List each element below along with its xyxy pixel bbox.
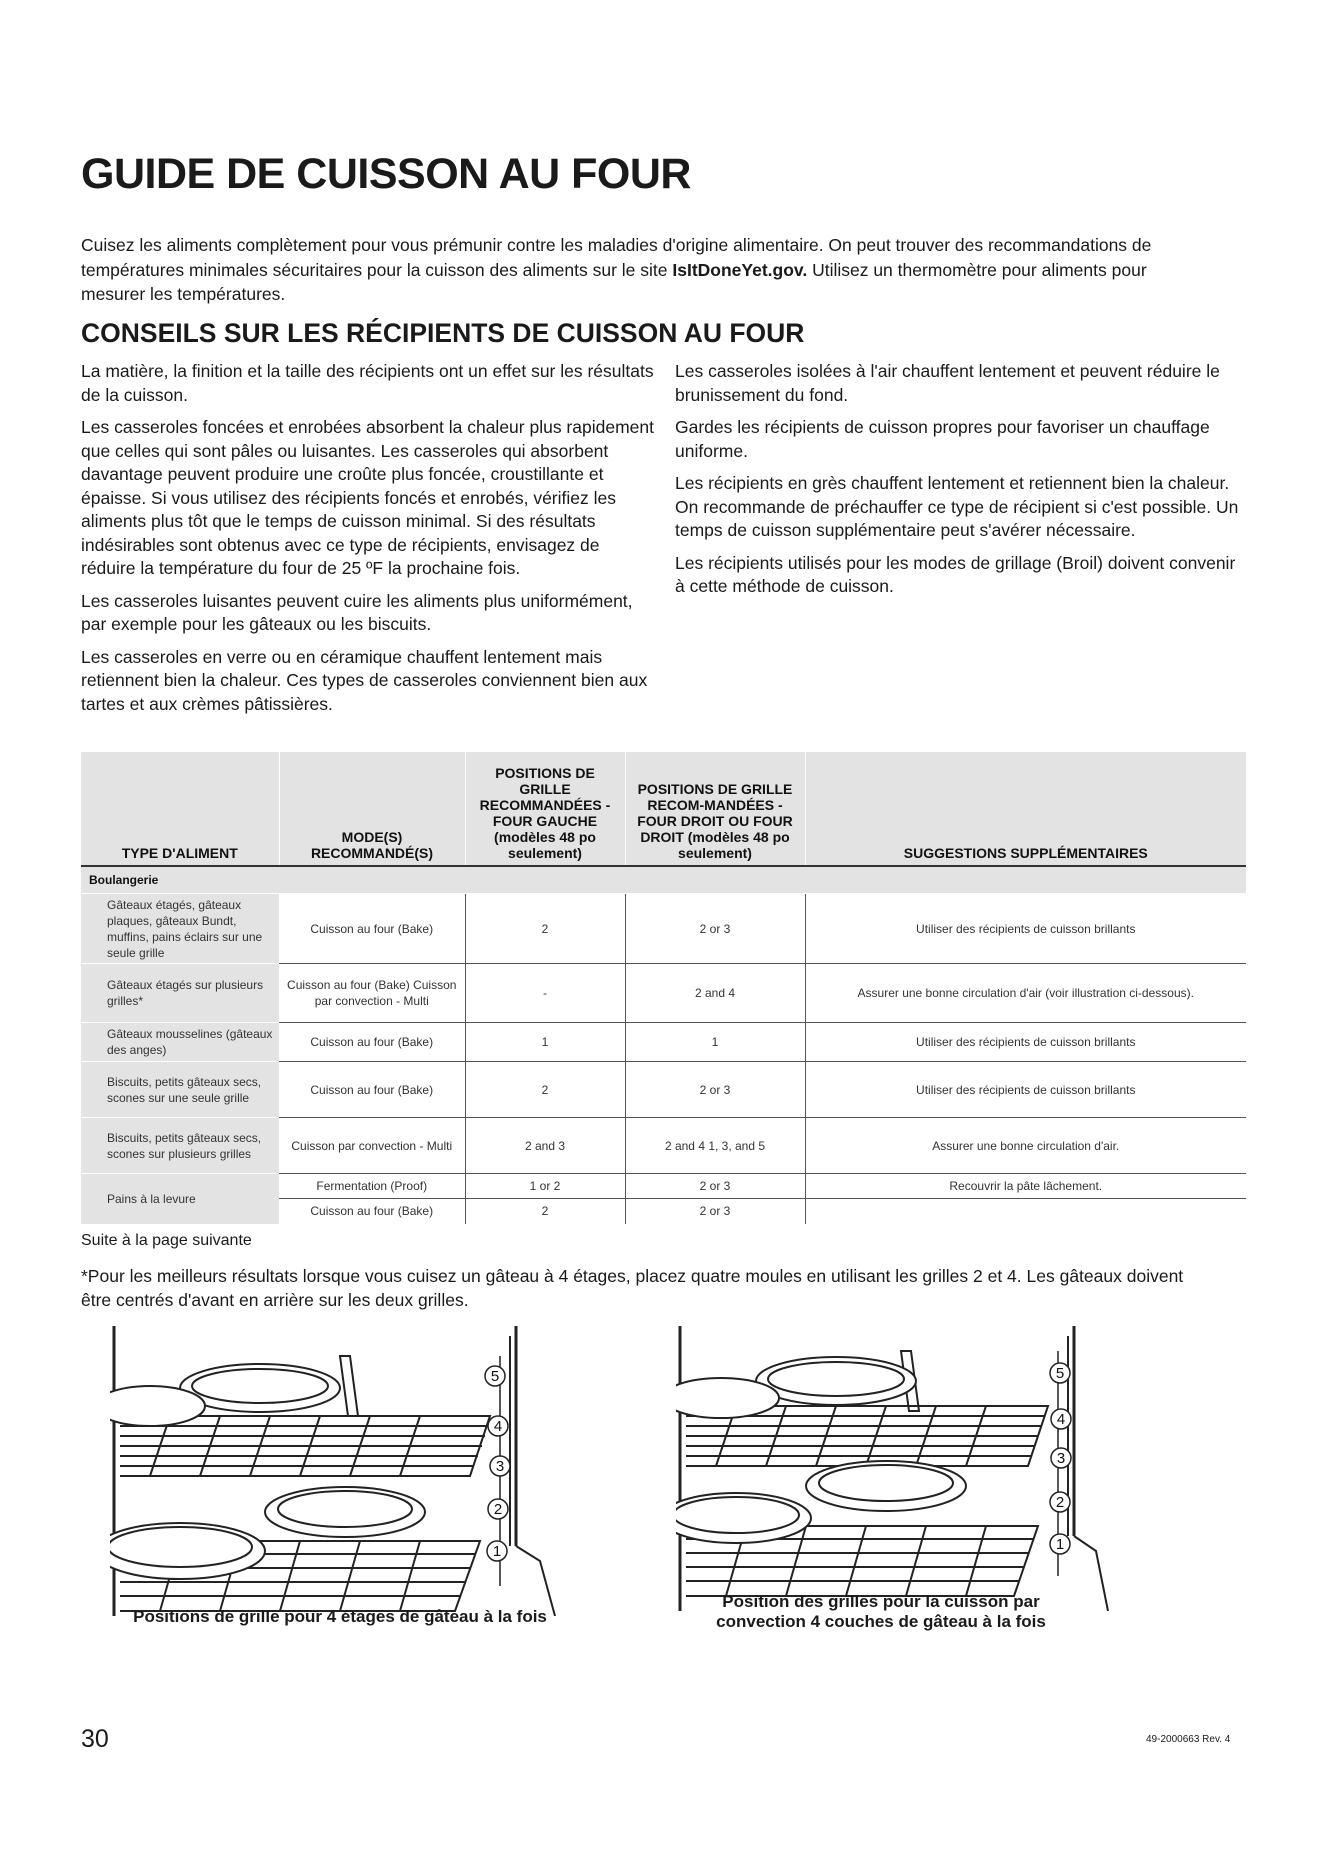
baking-guide-table bbox=[81, 752, 1246, 1224]
rack-label: 4 bbox=[493, 1418, 503, 1435]
caption-right: Position des grilles pour la cuisson par convection 4 couches de gâteau à la fois bbox=[716, 1592, 1046, 1631]
paragraph: Les casseroles en verre ou en céramique chauffent lentement mais retiennent bien la chaleur. Ces types de casseroles conviennent bien aux tartes et aux crèmes pâtissières. bbox=[81, 646, 648, 714]
document-reference: 49-2000663 Rev. 4 bbox=[1146, 1734, 1231, 1745]
paragraph: Gardes les récipients de cuisson propres pour favoriser un chauffage uniforme. bbox=[675, 417, 1210, 461]
continued-label: Suite à la page suivante bbox=[81, 1232, 252, 1249]
caption-left: Positions de grille pour 4 étages de gâteau à la fois bbox=[133, 1607, 547, 1626]
table-row: Biscuits, petits gâteaux secs, scones sur une seule grille Cuisson au four (Bake) 2 2 or 3 Utiliser des récipients de cuisson brillants bbox=[81, 1062, 1246, 1118]
website-link: IsItDoneYet.gov. bbox=[672, 259, 808, 280]
rack-label: 2 bbox=[1055, 1494, 1065, 1511]
rack-label: 5 bbox=[1055, 1365, 1065, 1382]
page-title: GUIDE DE CUISSON AU FOUR bbox=[81, 150, 691, 198]
category-label: Boulangerie bbox=[81, 866, 1246, 894]
paragraph: Les casseroles luisantes peuvent cuire les aliments plus uniformément, par exemple pour les gâteaux ou les biscuits. bbox=[81, 590, 633, 634]
rack-label: 4 bbox=[1056, 1411, 1066, 1428]
rack-label: 1 bbox=[1055, 1536, 1065, 1553]
rack-label: 3 bbox=[495, 1458, 505, 1475]
category-row bbox=[81, 866, 1246, 894]
oven-rack-illustration-right bbox=[676, 1326, 1136, 1611]
header-suggestions: SUGGESTIONS SUPPLÉMENTAIRES bbox=[805, 752, 1246, 866]
rack-label: 2 bbox=[493, 1501, 503, 1518]
page-number: 30 bbox=[81, 1725, 109, 1753]
section-title: CONSEILS SUR LES RÉCIPIENTS DE CUISSON AU FOUR bbox=[81, 318, 805, 348]
header-right-oven: POSITIONS DE GRILLE RECOM-MANDÉES - FOUR DROIT OU FOUR DROIT (modèles 48 po seulement) bbox=[625, 752, 805, 866]
intro-paragraph: Cuisez les aliments complètement pour vous prémunir contre les maladies d'origine alimentaire. On peut trouver des recommandations de températures minimales sécuritaires pour la cuisson des aliments sur le site IsItDoneYet.gov. Utilisez un thermomètre pour aliments pour mesurer les températures. bbox=[81, 235, 1152, 304]
table-row: Pains à la levure Fermentation (Proof) 1 or 2 2 or 3 Recouvrir la pâte lâchement. bbox=[81, 1174, 1246, 1199]
rack-label: 5 bbox=[490, 1368, 500, 1385]
table-row: Gâteaux étagés sur plusieurs grilles* Cuisson au four (Bake) Cuisson par convection - Multi - 2 and 4 Assurer une bonne circulation d'air (voir illustration ci-dessous). bbox=[81, 964, 1246, 1023]
oven-rack-illustration-left bbox=[110, 1326, 570, 1616]
left-column bbox=[81, 360, 656, 725]
header-food-type: TYPE D'ALIMENT bbox=[81, 752, 279, 866]
paragraph: Les casseroles isolées à l'air chauffent lentement et peuvent réduire le brunissement du fond. bbox=[675, 361, 1220, 405]
right-column bbox=[675, 360, 1245, 608]
table-row: Cuisson au four (Bake) 2 2 or 3 bbox=[81, 1199, 1246, 1224]
paragraph: Les casseroles foncées et enrobées absorbent la chaleur plus rapidement que celles qui sont pâles ou luisantes. Les casseroles qui absorbent davantage peuvent produire une croûte plus foncée, croustillante et épaisse. Si vous utilisez des récipients foncés et enrobés, vérifiez les aliments plus tôt que le temps de cuisson minimal. Si des résultats indésirables sont obtenus avec ce type de récipients, envisagez de réduire la température du four de 25 ºF la prochaine fois. bbox=[81, 417, 654, 578]
paragraph: La matière, la finition et la taille des récipients ont un effet sur les résultats de la cuisson. bbox=[81, 361, 654, 405]
header-mode: MODE(S) RECOMMANDÉ(S) bbox=[279, 752, 465, 866]
rack-label: 3 bbox=[1056, 1450, 1066, 1467]
paragraph: Les récipients utilisés pour les modes de grillage (Broil) doivent convenir à cette méthode de cuisson. bbox=[675, 552, 1236, 596]
table-row: Biscuits, petits gâteaux secs, scones sur plusieurs grilles Cuisson par convection - Multi 2 and 3 2 and 4 1, 3, and 5 Assurer une bonne circulation d'air. bbox=[81, 1118, 1246, 1174]
table-row: Gâteaux mousselines (gâteaux des anges) Cuisson au four (Bake) 1 1 Utiliser des récipients de cuisson brillants bbox=[81, 1023, 1246, 1062]
footnote: *Pour les meilleurs résultats lorsque vous cuisez un gâteau à 4 étages, placez quatre moules en utilisant les grilles 2 et 4. Les gâteaux doivent être centrés d'avant en arrière sur les deux grilles. bbox=[81, 1266, 1184, 1310]
rack-label: 1 bbox=[492, 1543, 502, 1560]
table-row: Gâteaux étagés, gâteaux plaques, gâteaux Bundt, muffins, pains éclairs sur une seule grille Cuisson au four (Bake) 2 2 or 3 Utiliser des récipients de cuisson brillants bbox=[81, 894, 1246, 964]
paragraph: Les récipients en grès chauffent lentement et retiennent bien la chaleur. On recommande de préchauffer ce type de récipient si c'est possible. Un temps de cuisson supplémentaire peut s'avérer nécessaire. bbox=[675, 473, 1239, 540]
header-left-oven: POSITIONS DE GRILLE RECOMMANDÉES - FOUR GAUCHE (modèles 48 po seulement) bbox=[465, 752, 625, 866]
table-header-row bbox=[81, 752, 1246, 866]
